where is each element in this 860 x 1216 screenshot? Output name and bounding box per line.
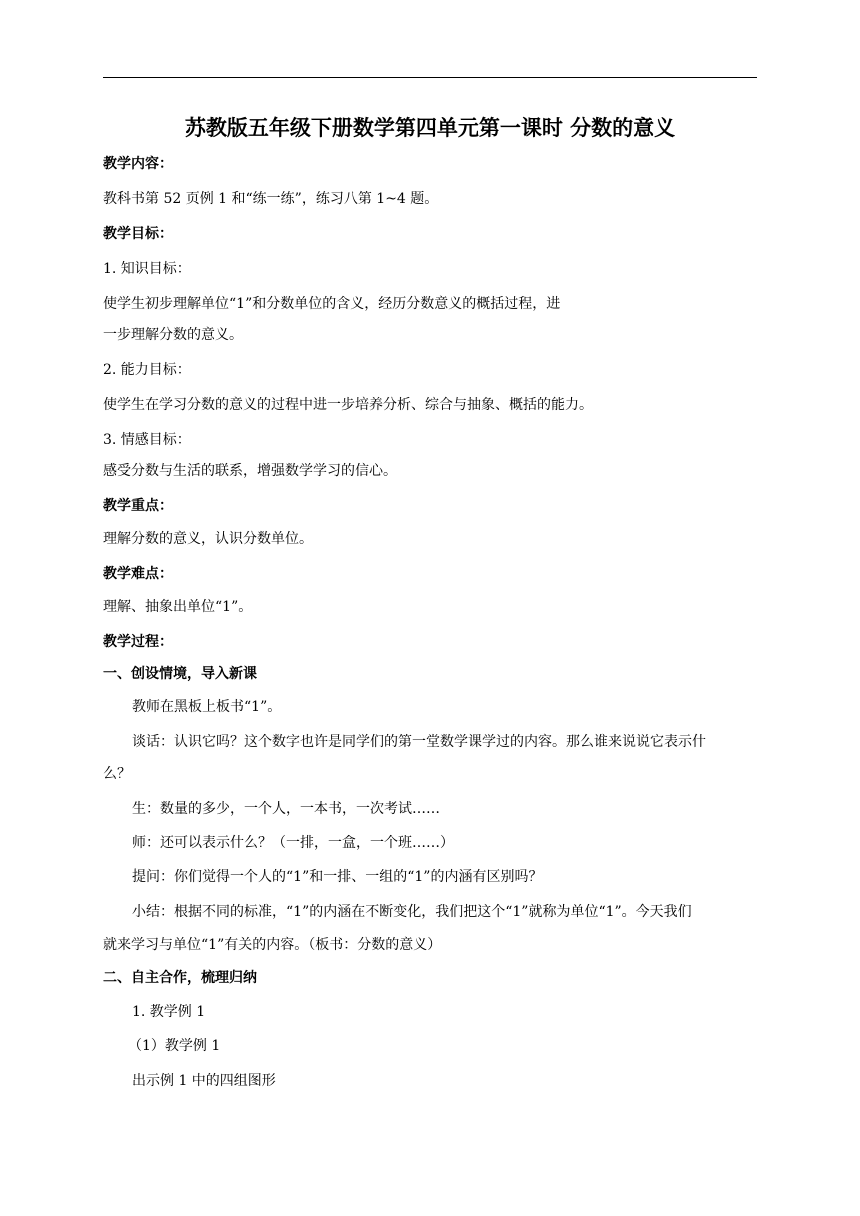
section-heading-1: 一、创设情境，导入新课	[103, 666, 257, 682]
text-line: 小结：根据不同的标准，“1”的内涵在不断变化，我们把这个“1”就称为单位“1”。今天我们	[132, 904, 692, 920]
text-line: 出示例 1 中的四组图形	[132, 1073, 276, 1089]
text-line: 生：数量的多少，一个人，一本书，一次考试……	[132, 801, 440, 817]
text-line: 就来学习与单位“1”有关的内容。（板书：分数的意义）	[103, 937, 442, 953]
heading-teaching-content: 教学内容：	[103, 156, 173, 172]
text-line: 使学生在学习分数的意义的过程中进一步培养分析、综合与抽象、概括的能力。	[103, 397, 593, 413]
header-rule	[103, 77, 757, 78]
text-line: 教师在黑板上板书“1”。	[132, 699, 282, 715]
goal-heading-ability: 2. 能力目标：	[103, 362, 191, 378]
heading-teaching-goals: 教学目标：	[103, 226, 173, 242]
goal-heading-emotion: 3. 情感目标：	[103, 432, 191, 448]
text-line: 感受分数与生活的联系，增强数学学习的信心。	[103, 463, 397, 479]
page-title: 苏教版五年级下册数学第四单元第一课时 分数的意义	[184, 115, 676, 140]
text-line: 提问：你们觉得一个人的“1”和一排、一组的“1”的内涵有区别吗？	[132, 869, 543, 885]
text-line: 师：还可以表示什么？（一排，一盒，一个班……）	[132, 835, 454, 851]
section-heading-2: 二、自主合作，梳理归纳	[103, 970, 257, 986]
goal-heading-knowledge: 1. 知识目标：	[103, 261, 191, 277]
text-line: （1）教学例 1	[128, 1038, 221, 1054]
text-line: 使学生初步理解单位“1”和分数单位的含义，经历分数意义的概括过程，进	[103, 296, 561, 312]
text-line: 理解分数的意义，认识分数单位。	[103, 531, 313, 547]
text-line: 一步理解分数的意义。	[103, 327, 243, 343]
heading-difficulties: 教学难点：	[103, 566, 173, 582]
heading-teaching-process: 教学过程：	[103, 634, 173, 650]
text-line: 谈话：认识它吗？这个数字也许是同学们的第一堂数学课学过的内容。那么谁来说说它表示什	[132, 734, 706, 750]
text-line: 么？	[103, 766, 131, 782]
text-line: 教科书第 52 页例 1 和“练一练”，练习八第 1~4 题。	[103, 191, 439, 207]
heading-key-points: 教学重点：	[103, 498, 173, 514]
text-line: 理解、抽象出单位“1”。	[103, 599, 253, 615]
text-line: 1. 教学例 1	[132, 1004, 206, 1020]
